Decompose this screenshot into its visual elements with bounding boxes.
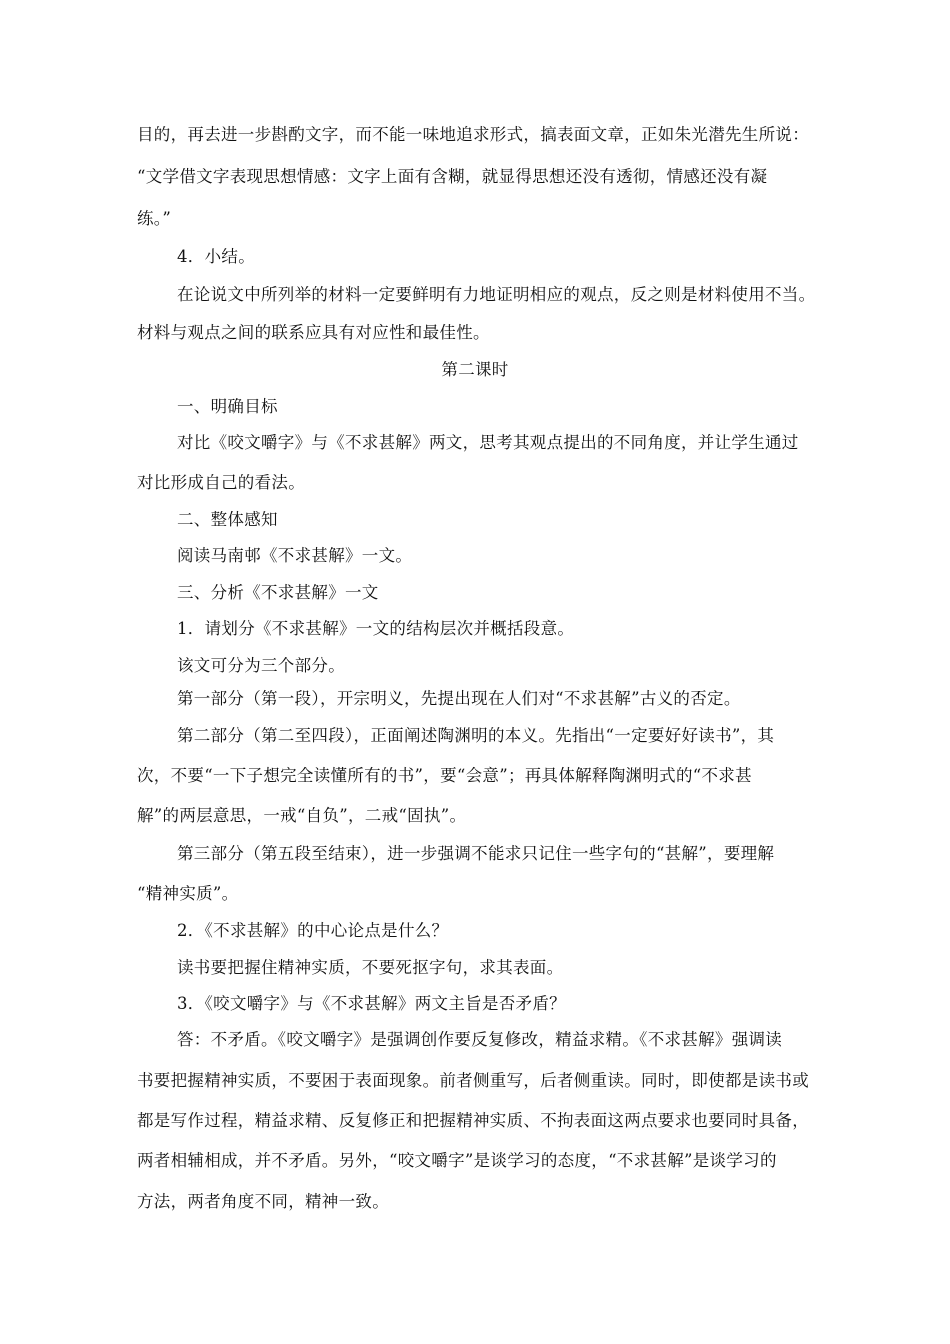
paragraph-line: 读书要把握住精神实质，不要死抠字句，求其表面。 [177, 958, 564, 977]
paragraph-line: “文学借文字表现思想情感：文字上面有含糊，就显得思想还没有透彻，情感还没有凝 [137, 167, 768, 186]
question-line: 3．《咬文嚼字》与《不求甚解》两文主旨是否矛盾？ [177, 994, 566, 1013]
paragraph-line: “精神实质”。 [137, 884, 239, 903]
section-heading: 一、明确目标 [177, 397, 278, 416]
section-heading: 三、分析《不求甚解》一文 [177, 583, 379, 602]
paragraph-line: 阅读马南邨《不求甚解》一文。 [177, 546, 413, 565]
paragraph-line: 次，不要“一下子想完全读懂所有的书”，要“会意”；再具体解释陶渊明式的“不求甚 [137, 766, 752, 785]
paragraph-line: 练。” [137, 209, 172, 228]
paragraph-line: 第二部分（第二至四段），正面阐述陶渊明的本义。先指出“一定要好好读书”，其 [177, 726, 775, 745]
paragraph-line: 第一部分（第一段），开宗明义，先提出现在人们对“不求甚解”古义的否定。 [177, 689, 741, 708]
paragraph-line: 两者相辅相成，并不矛盾。另外，“咬文嚼字”是谈学习的态度，“不求甚解”是谈学习的 [137, 1151, 777, 1170]
lesson-title: 第二课时 [441, 360, 509, 379]
paragraph-line: 该文可分为三个部分。 [177, 656, 345, 675]
paragraph-line: 书要把握精神实质，不要困于表面现象。前者侧重写，后者侧重读。同时，即使都是读书或 [137, 1071, 809, 1090]
question-line: 1．请划分《不求甚解》一文的结构层次并概括段意。 [177, 619, 575, 638]
paragraph-line: 都是写作过程，精益求精、反复修正和把握精神实质、不拘表面这两点要求也要同时具备， [137, 1111, 809, 1130]
section-heading: 二、整体感知 [177, 510, 278, 529]
paragraph-line: 对比《咬文嚼字》与《不求甚解》两文，思考其观点提出的不同角度，并让学生通过 [177, 433, 799, 452]
paragraph-line: 在论说文中所列举的材料一定要鲜明有力地证明相应的观点，反之则是材料使用不当。 [177, 285, 816, 304]
paragraph-line: 解”的两层意思，一戒“自负”，二戒“固执”。 [137, 806, 467, 825]
paragraph-line: 材料与观点之间的联系应具有对应性和最佳性。 [137, 323, 490, 342]
paragraph-line: 方法，两者角度不同，精神一致。 [137, 1192, 389, 1211]
paragraph-line: 对比形成自己的看法。 [137, 473, 305, 492]
paragraph-line: 目的，再去进一步斟酌文字，而不能一味地追求形式，搞表面文章，正如朱光潜先生所说： [137, 125, 809, 144]
section-heading: 4．小结。 [177, 247, 255, 266]
paragraph-line: 答：不矛盾。《咬文嚼字》是强调创作要反复修改，精益求精。《不求甚解》强调读 [177, 1030, 783, 1049]
question-line: 2．《不求甚解》的中心论点是什么？ [177, 921, 449, 940]
paragraph-line: 第三部分（第五段至结束），进一步强调不能求只记住一些字句的“甚解”，要理解 [177, 844, 775, 863]
